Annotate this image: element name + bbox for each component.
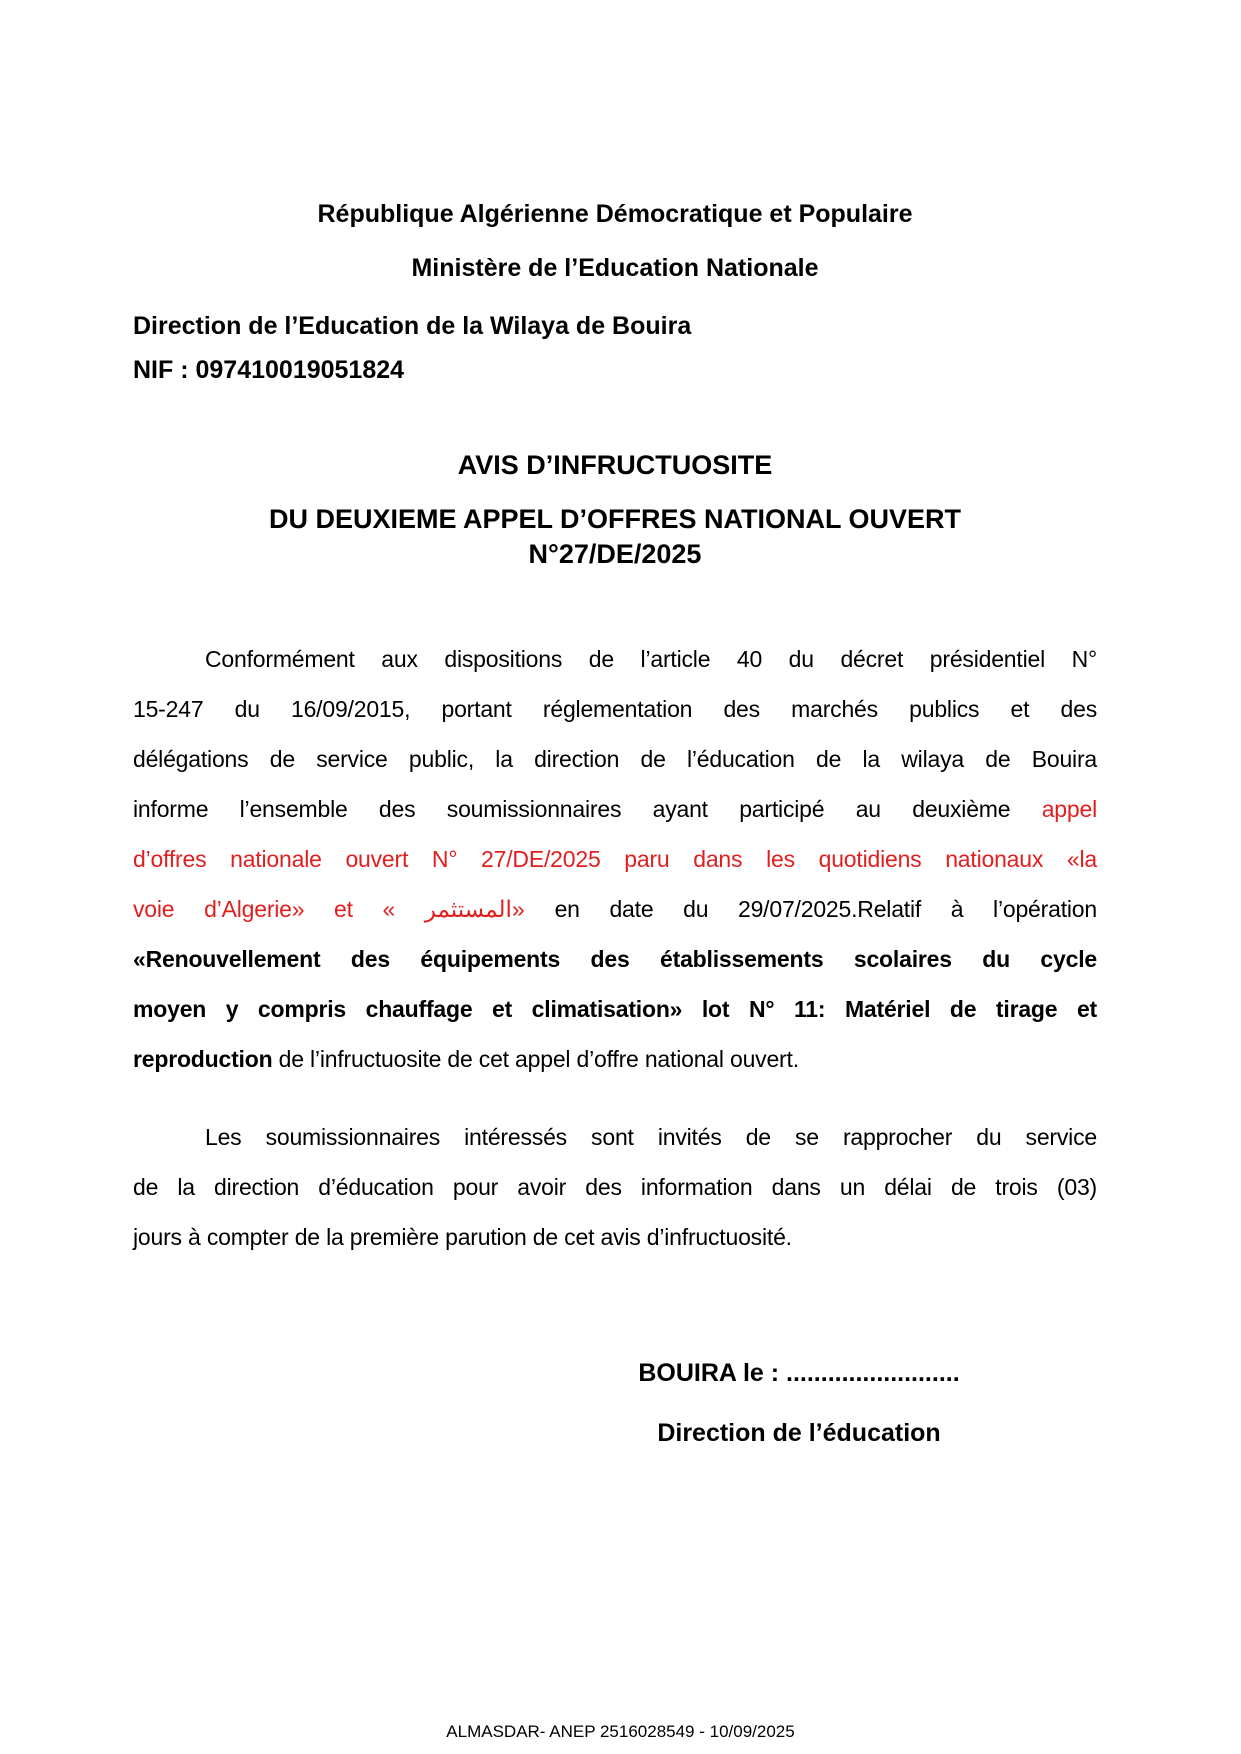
notice-subtitle: DU DEUXIEME APPEL D’OFFRES NATIONAL OUVERT bbox=[268, 504, 962, 534]
p1-line7-bold: «Renouvellement des équipements des établissements scolaires du cycle bbox=[133, 946, 1097, 972]
notice-title-block bbox=[133, 448, 1097, 572]
p1-line2: 15-247 du 16/09/2015, portant réglementation des marchés publics et des bbox=[133, 696, 1097, 722]
anep-footer: ALMASDAR- ANEP 2516028549 - 10/09/2025 bbox=[446, 1722, 795, 1741]
p1-line6-red-segment: voie d’Algerie» et « المستثمر» bbox=[133, 896, 555, 922]
signature-place-date-line: BOUIRA le : ......................... bbox=[638, 1359, 960, 1387]
p1-line4-black: informe l’ensemble des soumissionnaires ayant participé au deuxième bbox=[133, 796, 1042, 822]
p2-line2: de la direction d’éducation pour avoir des information dans un délai de trois (03) bbox=[133, 1174, 1097, 1200]
signature-block bbox=[629, 1357, 969, 1449]
p1-line6 bbox=[133, 884, 1097, 934]
p1-line3: délégations de service public, la direction de l’éducation de la wilaya de Bouira bbox=[133, 746, 1097, 772]
header-nif: NIF : 097410019051824 bbox=[133, 356, 405, 384]
signature-signer: Direction de l’éducation bbox=[657, 1419, 941, 1447]
header-ministry: Ministère de l’Education Nationale bbox=[411, 254, 819, 282]
p1-line1: Conformément aux dispositions de l’article 40 du décret présidentiel N° bbox=[205, 646, 1097, 672]
p1-line6-black: en date du 29/07/2025.Relatif à l’opération bbox=[554, 896, 1097, 922]
p1-line5-red-segment: d’offres nationale ouvert N° 27/DE/2025 paru dans les quotidiens nationaux «la bbox=[133, 846, 1097, 872]
p2-line1: Les soumissionnaires intéressés sont invités de se rapprocher du service bbox=[205, 1124, 1097, 1150]
header-republic: République Algérienne Démocratique et Populaire bbox=[317, 200, 913, 228]
p1-line9 bbox=[133, 1034, 1097, 1084]
p1-line9-bold-segment: reproduction bbox=[133, 1046, 273, 1072]
p1-line9-regular-segment: de l’infructuosite de cet appel d’offre national ouvert. bbox=[272, 1046, 799, 1072]
document-content bbox=[0, 198, 1241, 1449]
notice-title: AVIS D’INFRUCTUOSITE bbox=[457, 450, 773, 480]
p1-line8-bold: moyen y compris chauffage et climatisation» lot N° 11: Matériel de tirage et bbox=[133, 996, 1097, 1022]
paragraph-one bbox=[133, 634, 1097, 1084]
paragraph-two bbox=[133, 1112, 1097, 1262]
notice-number: N°27/DE/2025 bbox=[528, 539, 702, 569]
p1-line4 bbox=[133, 784, 1097, 834]
p2-line3: jours à compter de la première parution de cet avis d’infructuosité. bbox=[133, 1224, 792, 1250]
header-direction: Direction de l’Education de la Wilaya de Bouira bbox=[133, 312, 692, 340]
p1-line4-red-segment: appel bbox=[1041, 796, 1097, 822]
